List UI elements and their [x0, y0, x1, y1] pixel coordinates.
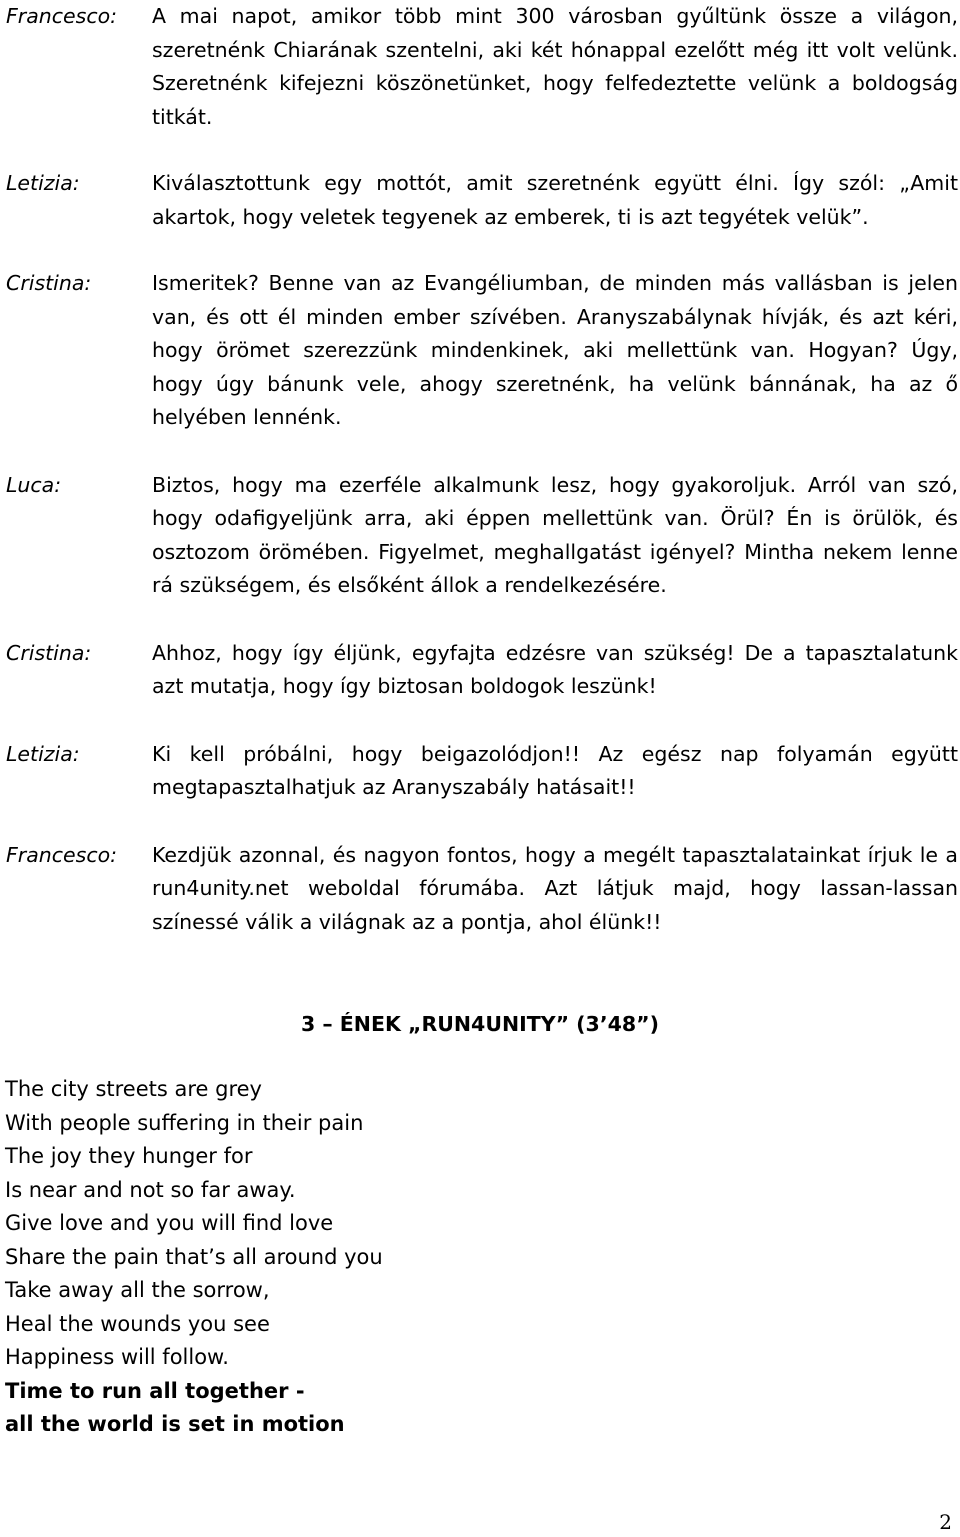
speech-text: A mai napot, amikor több mint 300 városban gyűltünk össze a világon, szeretnénk Chiarának szentelni, aki két hónappal ezelőtt még itt volt velünk. Szeretnénk kifejezni köszönetünket, hogy felfedeztette velünk a boldogság titkát. [152, 4, 958, 129]
speech-text: Ahhoz, hogy így éljünk, egyfajta edzésre van szükség! De a tapasztalatunk azt mutatja, hogy így biztosan boldogok leszünk! [152, 640, 958, 698]
speech-text: Ki kell próbálni, hogy beigazolódjon!! Az egész nap folyamán együtt megtapasztalhatjuk az Aranyszabály hatásait!! [152, 741, 958, 799]
dialogue-entry [6, 738, 958, 805]
dialogue-section [6, 0, 958, 939]
lyric-line: all the world is set in motion [5, 1412, 345, 1436]
speaker-name: Francesco: [6, 842, 118, 867]
song-lyrics [5, 1073, 383, 1442]
page-number: 2 [939, 1510, 952, 1534]
speech-text: Ismeritek? Benne van az Evangéliumban, de minden más vallásban is jelen van, és ott él minden ember szívében. Aranyszabálynak hívják, és azt kéri, hogy örömet szerezzünk mindenkinek, aki mellettünk van. Hogyan? Úgy, hogy úgy bánunk vele, ahogy szeretnénk, ha velünk bánnának, ha az ő helyében lennénk. [152, 271, 958, 429]
lyric-line: The city streets are grey [5, 1077, 262, 1101]
lyric-line: The joy they hunger for [5, 1144, 253, 1168]
lyric-line: Heal the wounds you see [5, 1311, 270, 1336]
dialogue-entry [6, 637, 958, 704]
dialogue-entry [6, 267, 958, 435]
lyric-line: Is near and not so far away. [5, 1177, 296, 1202]
lyric-line: Time to run all together - [5, 1378, 305, 1403]
song-title: 3 – ÉNEK „RUN4UNITY” (3’48”) [301, 1012, 659, 1036]
speaker-name: Letizia: [6, 171, 80, 195]
lyric-line: Take away all the sorrow, [5, 1278, 270, 1302]
speaker-name: Letizia: [6, 741, 80, 766]
lyric-line: Share the pain that’s all around you [5, 1244, 383, 1269]
lyric-line: With people suffering in their pain [5, 1110, 364, 1135]
speech-text: Biztos, hogy ma ezerféle alkalmunk lesz, hogy gyakoroljuk. Arról van szó, hogy odafigyeljünk arra, aki éppen mellettünk van. Örül? Én is örülök, és osztozom örömében. Figyelmet, meghallgatást igényel? Mintha nekem lenne rá szükségem, és elsőként állok a rendelkezésére. [152, 472, 958, 597]
dialogue-entry [6, 469, 958, 603]
speaker-name: Cristina: [6, 271, 92, 295]
speaker-name: Luca: [6, 472, 62, 497]
speaker-name: Francesco: [6, 4, 118, 28]
lyric-line: Happiness will follow. [5, 1345, 229, 1369]
lyric-line: Give love and you will find love [5, 1211, 334, 1235]
speaker-name: Cristina: [6, 640, 92, 665]
speech-text: Kezdjük azonnal, és nagyon fontos, hogy a megélt tapasztalatainkat írjuk le a run4unity.net weboldal fórumába. Azt látjuk majd, hogy lassan-lassan színessé válik a világnak az a pontja, ahol élünk!! [152, 842, 958, 934]
dialogue-entry [6, 839, 958, 940]
dialogue-entry [6, 167, 958, 234]
speech-text: Kiválasztottunk egy mottót, amit szeretnénk együtt élni. Így szól: „Amit akartok, hogy veletek tegyenek az emberek, ti is azt tegyétek velük”. [152, 171, 958, 229]
dialogue-entry [6, 0, 958, 134]
